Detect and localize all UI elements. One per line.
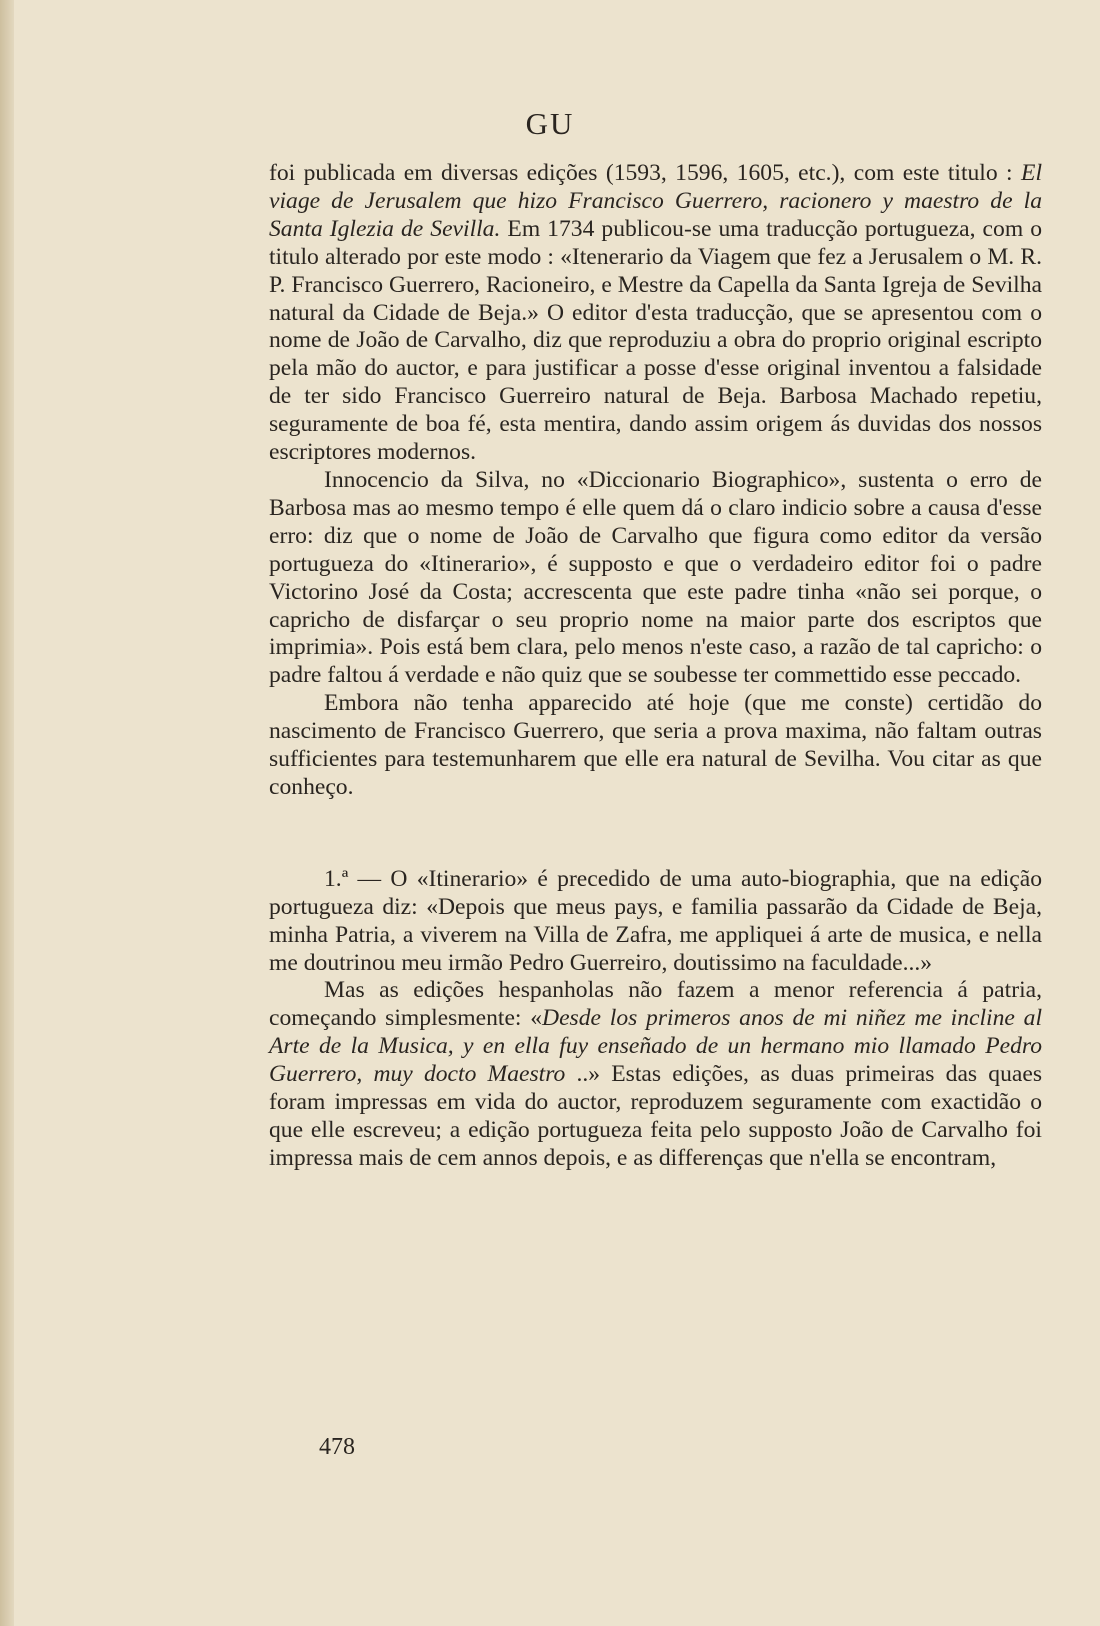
paragraph: [269, 160, 1042, 467]
running-header: GU: [525, 106, 575, 141]
text-run: Em 1734 publicou-se uma traducção portugueza, com o titulo alterado por este modo : «Itenerario da Viagem que fez a Jerusalem o M. R. P. Francisco Guerrero, Racioneiro, e Mestre da Capella da Santa Igreja de Sevilha natural da Cidade de Beja.» O editor d'esta traducção, que se apresentou com o nome de João de Carvalho, diz que reproduziu a obra do proprio original escripto pela mão do auctor, e para justificar a posse d'esse original inventou a falsidade de ter sido Francisco Guerreiro natural de Beja. Barbosa Machado repetiu, seguramente de boa fé, esta mentira, dando assim origem ás duvidas dos nossos escriptores modernos.: [269, 215, 1042, 466]
section-gap: [269, 802, 1042, 866]
italic-text: El viage de Jerusalem que hizo Francisco Guerrero, racionero y maestro de la Santa Iglezia de Sevilla.: [269, 160, 1042, 242]
text-run: Embora não tenha apparecido até hoje (que me conste) certidão do nascimento de Francisco Guerrero, que seria a prova maxima, não faltam outras sufficientes para testemunharem que elle era natural de Sevilha. Vou citar as que conheço.: [269, 690, 1042, 800]
paragraph: [269, 467, 1042, 690]
paragraph: [269, 690, 1042, 802]
paragraph: [269, 866, 1042, 978]
text-run: Innocencio da Silva, no «Diccionario Biographico», sustenta o erro de Barbosa mas ao mesmo tempo é elle quem dá o claro indicio sobre a causa d'esse erro: diz que o nome de João de Carvalho que figura como editor da versão portugueza do «Itinerario», é supposto e que o verdadeiro editor foi o padre Victorino José da Costa; accrescenta que este padre tinha «não sei porque, o capricho de disfarçar o seu proprio nome na maior parte dos escriptos que imprimia». Pois está bem clara, pelo menos n'este caso, a razão de tal capricho: o padre faltou á verdade e não quiz que se soubesse ter commettido esse peccado.: [269, 466, 1042, 689]
text-run: 1.ª — O «Itinerario» é precedido de uma auto-biographia, que na edição portugueza diz: «Depois que meus pays, e familia passarão da Cidade de Beja, minha Patria, a viverem na Villa de Zafra, me appliquei á arte de musica, e nella me doutrinou meu irmão Pedro Guerreiro, doutissimo na faculdade...»: [269, 865, 1042, 976]
text-run: ..» Estas edições, as duas primeiras das quaes foram impressas em vida do auctor, reproduzem seguramente com exactidão o que elle escreveu; a edição portugueza feita pelo supposto João de Carvalho foi impressa mais de cem annos depois, e as differenças que n'ella se encontram,: [269, 1061, 1042, 1171]
paragraph: [269, 977, 1042, 1172]
text-run: foi publicada em diversas edições (1593, 1596, 1605, etc.), com este titulo :: [269, 160, 1022, 186]
text-body: [269, 160, 1042, 1173]
page-number: 478: [319, 1434, 355, 1460]
text-run: Mas as edições hespanholas não fazem a menor referencia á patria, começando simplesmente: «: [269, 977, 1042, 1032]
italic-text: Desde los primeros anos de mi niñez me incline al Arte de la Musica, y en ella fuy enseñado de un hermano mio llamado Pedro Guerrero, muy docto Maestro: [269, 1005, 1042, 1088]
page-edge: [0, 0, 14, 1626]
